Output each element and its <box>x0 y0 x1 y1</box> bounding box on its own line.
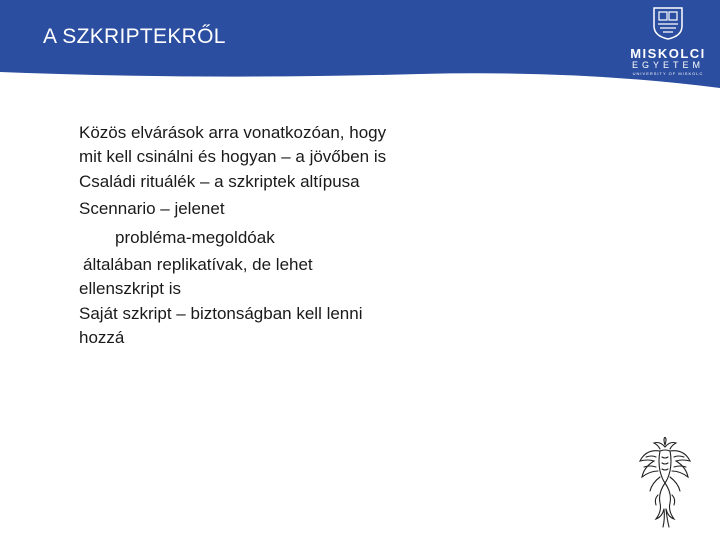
body-line: Saját szkript – biztonságban kell lenni <box>79 304 363 323</box>
header-band <box>0 0 720 110</box>
slide-body <box>79 119 499 349</box>
logo-subtitle: EGYETEM <box>631 60 704 70</box>
body-line: mit kell csinálni és hogyan – a jövőben is <box>79 147 387 166</box>
body-line: Családi rituálék – a szkriptek altípusa <box>79 172 360 191</box>
phoenix-icon <box>636 437 694 529</box>
logo-name: MISKOLCI <box>630 46 706 61</box>
body-line: Scennario – jelenet <box>79 199 225 218</box>
logo-tagline: UNIVERSITY OF MISKOLC <box>632 71 704 76</box>
slide-title: A SZKRIPTEKRŐL <box>43 25 226 48</box>
body-line: hozzá <box>79 328 125 347</box>
university-logo <box>622 6 714 78</box>
body-line: ellenszkript is <box>79 279 182 298</box>
body-line: probléma-megoldóak <box>115 228 275 247</box>
body-line: általában replikatívak, de lehet <box>83 255 313 274</box>
university-crest-icon <box>652 6 684 40</box>
body-line: Közös elvárások arra vonatkozóan, hogy <box>79 123 387 142</box>
